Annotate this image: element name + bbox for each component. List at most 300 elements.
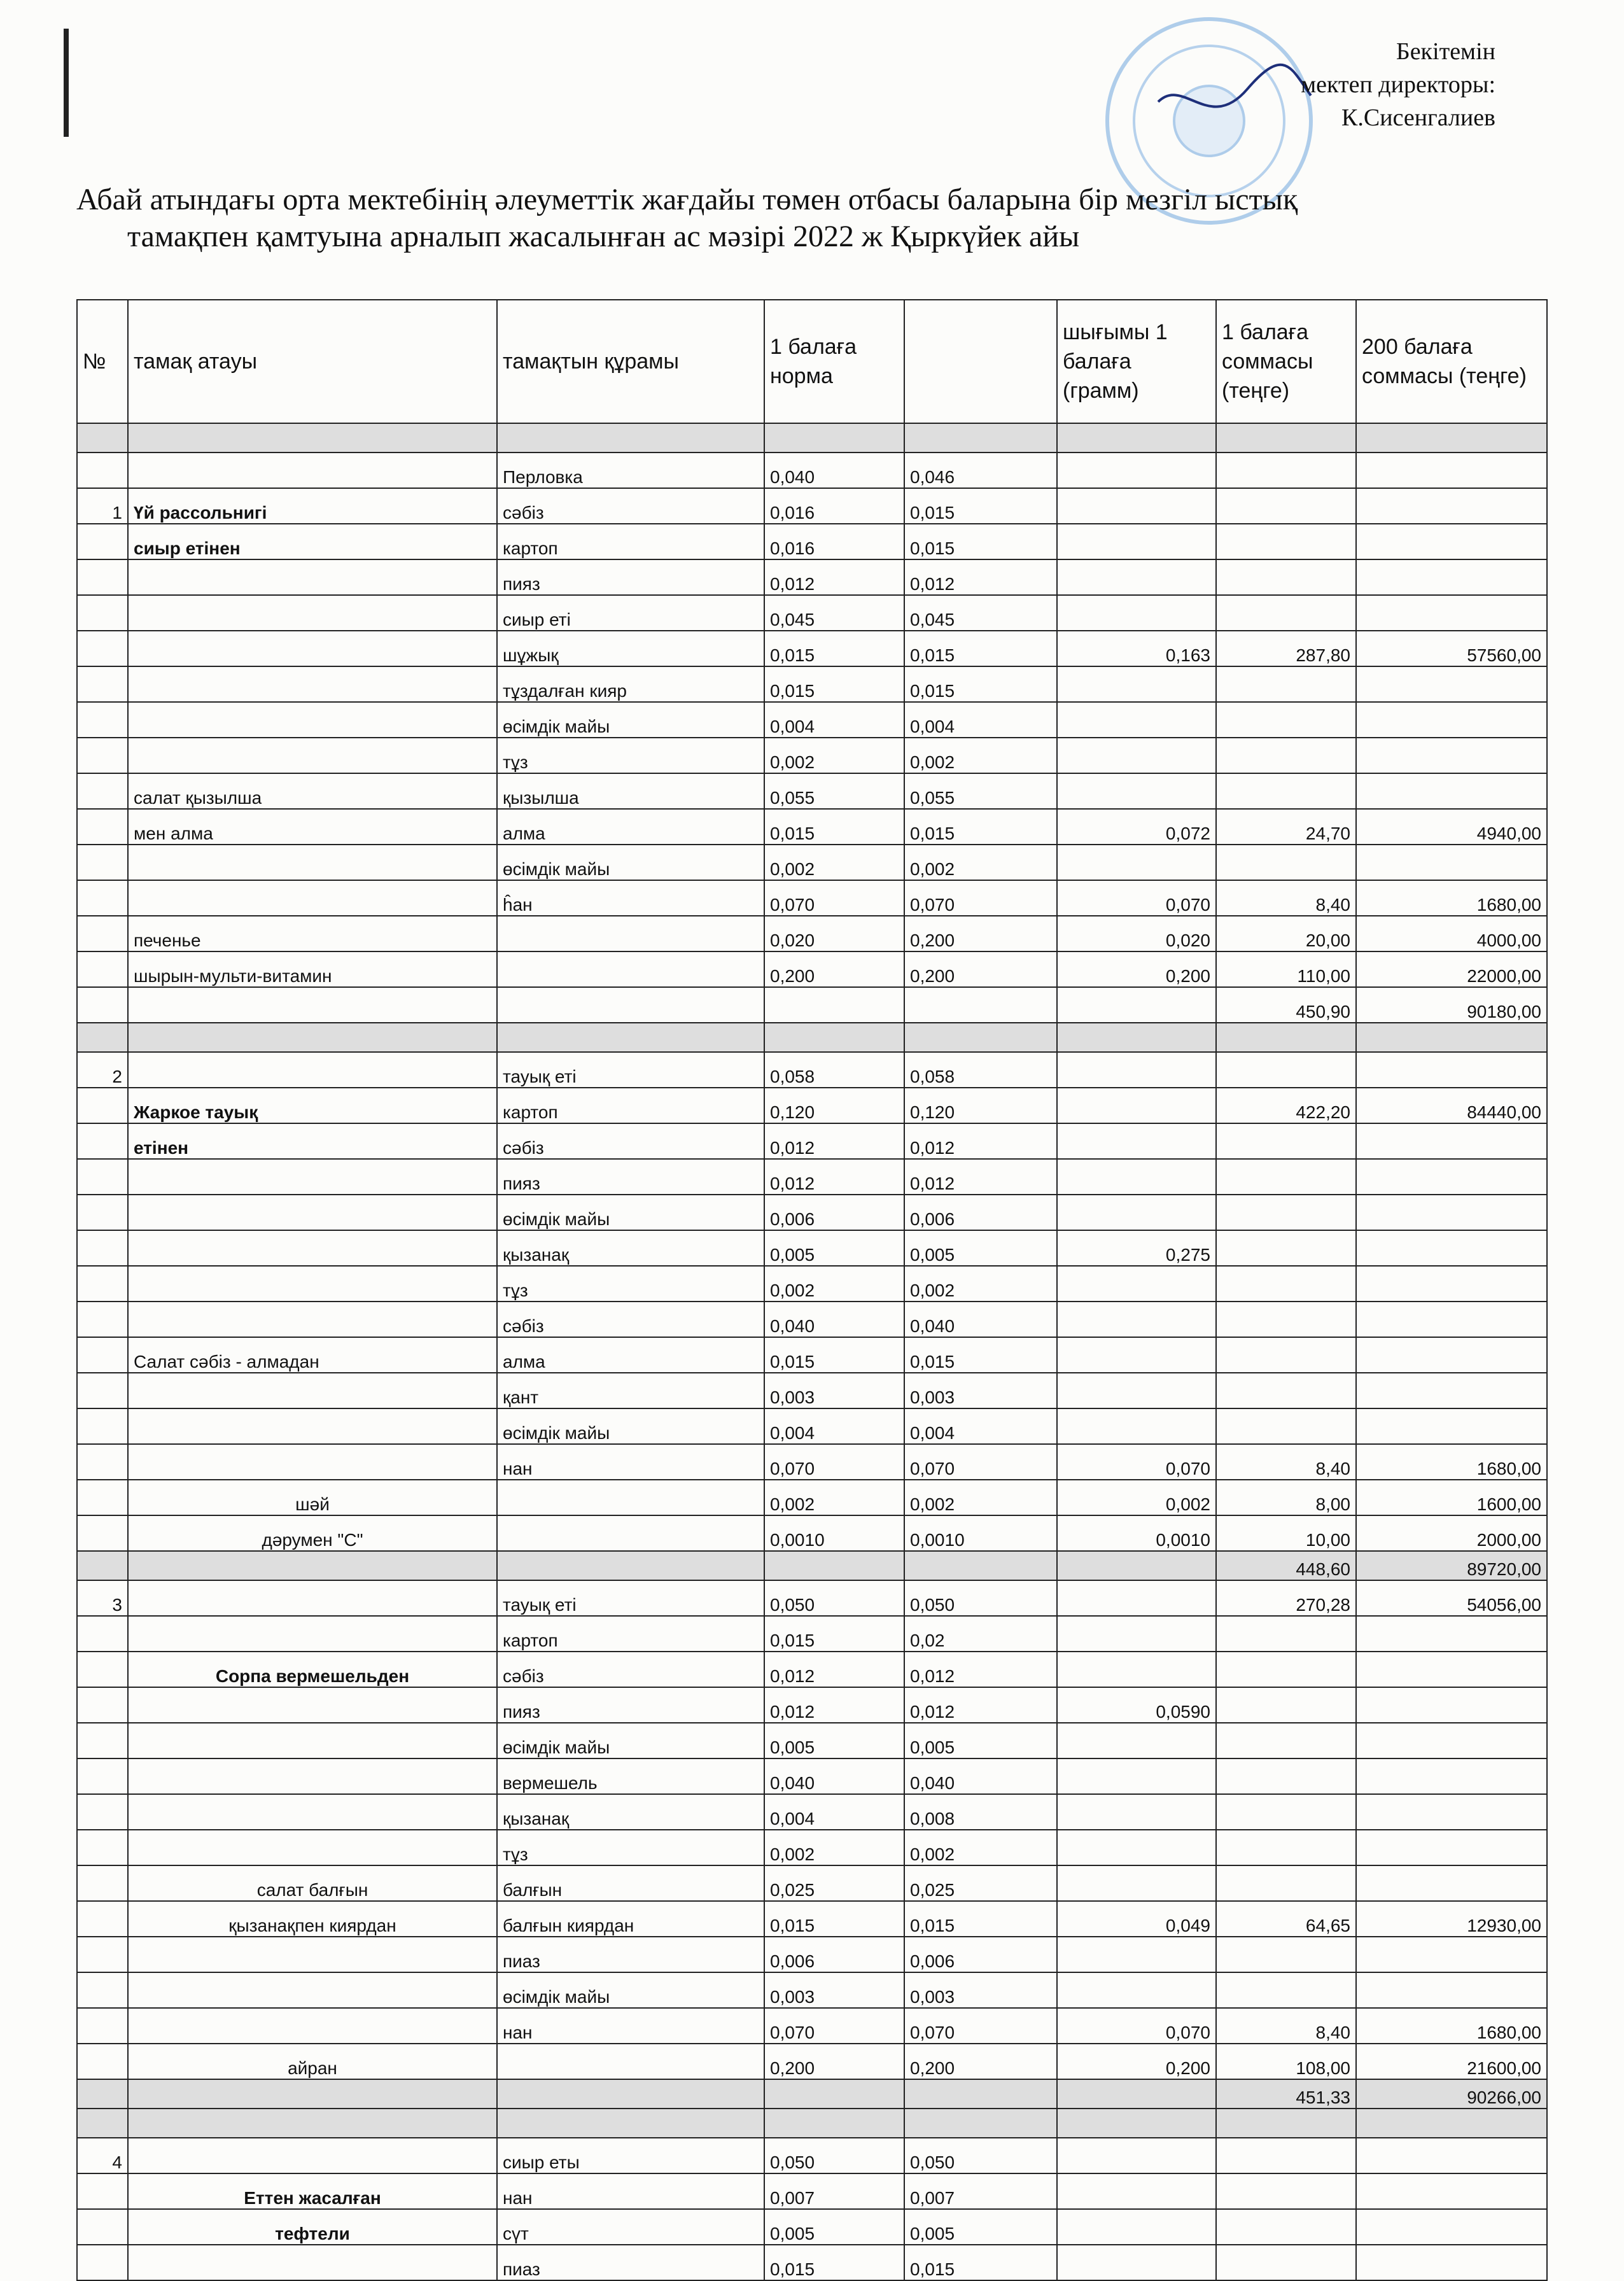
- table-cell: 0,015: [764, 2245, 904, 2280]
- table-cell: 0,015: [904, 524, 1057, 559]
- table-cell: 0,002: [904, 1266, 1057, 1302]
- table-cell: [1356, 702, 1547, 738]
- table-cell: Перловка: [497, 453, 764, 488]
- table-cell: пиаз: [497, 2245, 764, 2280]
- table-cell: [77, 2245, 128, 2280]
- table-row: [77, 1515, 1547, 1551]
- table-cell: [764, 1551, 904, 1580]
- table-header-row: [77, 300, 1547, 423]
- table-cell: [128, 1230, 497, 1266]
- table-cell: [1356, 1159, 1547, 1195]
- table-cell: [77, 1865, 128, 1901]
- table-cell: [1057, 666, 1216, 702]
- table-cell: 0,040: [764, 1758, 904, 1794]
- table-cell: [128, 631, 497, 666]
- table-cell: айран: [128, 2044, 497, 2079]
- table-cell: [77, 1937, 128, 1972]
- table-cell: [1216, 1687, 1356, 1723]
- table-cell: [1356, 1408, 1547, 1444]
- table-cell: сәбіз: [497, 488, 764, 524]
- table-row: [77, 916, 1547, 951]
- table-cell: 4940,00: [1356, 809, 1547, 845]
- table-row: [77, 1616, 1547, 1652]
- table-cell: сиыр еты: [497, 2138, 764, 2173]
- col-header: 200 балаға соммасы (теңге): [1356, 300, 1547, 423]
- table-cell: қызанақпен киярдан: [128, 1901, 497, 1937]
- table-cell: [77, 1972, 128, 2008]
- table-cell: [1356, 1972, 1547, 2008]
- table-cell: [904, 987, 1057, 1023]
- table-row: [77, 880, 1547, 916]
- table-cell: 0,016: [764, 524, 904, 559]
- table-cell: вермешель: [497, 1758, 764, 1794]
- table-cell: 1680,00: [1356, 2008, 1547, 2044]
- table-cell: [1356, 2138, 1547, 2173]
- table-cell: [1216, 1023, 1356, 1052]
- table-cell: тауық еті: [497, 1052, 764, 1088]
- table-cell: [1356, 423, 1547, 453]
- table-cell: 0,002: [1057, 1480, 1216, 1515]
- table-cell: [128, 2008, 497, 2044]
- table-cell: 0,005: [764, 1230, 904, 1266]
- table-cell: 0,070: [904, 1444, 1057, 1480]
- table-row: [77, 1195, 1547, 1230]
- table-cell: [1356, 1023, 1547, 1052]
- table-cell: [1216, 666, 1356, 702]
- table-row: [77, 423, 1547, 453]
- table-row: [77, 773, 1547, 809]
- table-cell: [1356, 524, 1547, 559]
- table-cell: 0,005: [904, 1230, 1057, 1266]
- table-cell: [77, 2109, 128, 2138]
- table-row: [77, 1444, 1547, 1480]
- table-cell: [128, 423, 497, 453]
- table-cell: [1057, 1551, 1216, 1580]
- table-cell: 22000,00: [1356, 951, 1547, 987]
- table-cell: [77, 1652, 128, 1687]
- col-header: №: [77, 300, 128, 423]
- table-cell: [128, 2245, 497, 2280]
- table-cell: 0,050: [904, 1580, 1057, 1616]
- table-cell: [128, 1758, 497, 1794]
- col-header: [904, 300, 1057, 423]
- table-cell: 0,120: [764, 1088, 904, 1123]
- table-cell: 0,050: [904, 2138, 1057, 2173]
- table-cell: алма: [497, 1337, 764, 1373]
- table-cell: 0,004: [904, 702, 1057, 738]
- table-cell: [1057, 2138, 1216, 2173]
- table-cell: 0,200: [1057, 951, 1216, 987]
- table-cell: [77, 2209, 128, 2245]
- table-row: [77, 1480, 1547, 1515]
- table-cell: 287,80: [1216, 631, 1356, 666]
- table-cell: [1057, 1794, 1216, 1830]
- table-cell: [77, 951, 128, 987]
- table-cell: 0,015: [904, 666, 1057, 702]
- table-cell: 0,015: [764, 1337, 904, 1373]
- table-cell: алма: [497, 809, 764, 845]
- table-cell: [77, 524, 128, 559]
- table-cell: [1356, 1123, 1547, 1159]
- table-cell: [904, 2109, 1057, 2138]
- table-cell: [1356, 666, 1547, 702]
- table-cell: [497, 916, 764, 951]
- table-cell: 0,045: [764, 595, 904, 631]
- table-cell: [497, 1023, 764, 1052]
- table-cell: [1356, 773, 1547, 809]
- table-cell: 0,007: [764, 2173, 904, 2209]
- table-cell: 0,040: [764, 453, 904, 488]
- table-cell: печенье: [128, 916, 497, 951]
- table-cell: 0,012: [904, 1652, 1057, 1687]
- table-cell: [128, 453, 497, 488]
- table-row: [77, 2245, 1547, 2280]
- title-line-2: тамақпен қамтуына арналып жасалынған ас мәзірі 2022 ж Қыркүйек айы: [127, 220, 1080, 253]
- table-cell: 0,012: [904, 559, 1057, 595]
- table-row: [77, 1052, 1547, 1088]
- table-cell: 24,70: [1216, 809, 1356, 845]
- table-cell: [77, 1337, 128, 1373]
- table-cell: [128, 595, 497, 631]
- table-cell: 0,006: [904, 1937, 1057, 1972]
- table-cell: 0,004: [764, 702, 904, 738]
- table-row: [77, 2138, 1547, 2173]
- table-cell: сиыр етінен: [128, 524, 497, 559]
- table-cell: өсімдік майы: [497, 1723, 764, 1758]
- table-cell: [764, 1023, 904, 1052]
- table-cell: 84440,00: [1356, 1088, 1547, 1123]
- table-cell: [904, 2079, 1057, 2109]
- table-cell: [1216, 1408, 1356, 1444]
- table-cell: [1057, 1408, 1216, 1444]
- table-row: [77, 524, 1547, 559]
- table-cell: Еттен жасалған: [128, 2173, 497, 2209]
- scan-edge-mark: [64, 29, 69, 137]
- table-cell: [1216, 1302, 1356, 1337]
- table-row: [77, 809, 1547, 845]
- table-cell: сәбіз: [497, 1302, 764, 1337]
- table-cell: 0,005: [904, 2209, 1057, 2245]
- table-cell: [1057, 2109, 1216, 2138]
- table-cell: 0,200: [764, 951, 904, 987]
- table-cell: [1216, 1373, 1356, 1408]
- table-cell: [1216, 1937, 1356, 1972]
- table-cell: [1216, 1794, 1356, 1830]
- table-cell: 0,070: [764, 1444, 904, 1480]
- table-cell: [77, 423, 128, 453]
- table-cell: 0,045: [904, 595, 1057, 631]
- table-row: [77, 1652, 1547, 1687]
- table-cell: [77, 1023, 128, 1052]
- table-cell: 0,070: [904, 2008, 1057, 2044]
- table-cell: [1356, 1830, 1547, 1865]
- table-cell: [128, 1937, 497, 1972]
- table-cell: [77, 1830, 128, 1865]
- table-row: [77, 2109, 1547, 2138]
- table-cell: өсімдік майы: [497, 1972, 764, 2008]
- table-row: [77, 1373, 1547, 1408]
- table-row: [77, 1758, 1547, 1794]
- table-cell: 0,200: [904, 2044, 1057, 2079]
- table-cell: [1057, 1616, 1216, 1652]
- table-cell: 0,006: [904, 1195, 1057, 1230]
- table-cell: [1057, 2173, 1216, 2209]
- table-cell: [1057, 1195, 1216, 1230]
- table-cell: 0,002: [904, 1830, 1057, 1865]
- table-cell: тұз: [497, 738, 764, 773]
- table-cell: 0,015: [764, 1901, 904, 1937]
- table-row: [77, 1937, 1547, 1972]
- table-cell: 54056,00: [1356, 1580, 1547, 1616]
- table-cell: нан: [497, 2173, 764, 2209]
- document-title: [76, 181, 1508, 255]
- table-cell: ĥан: [497, 880, 764, 916]
- table-row: [77, 1408, 1547, 1444]
- table-cell: 89720,00: [1356, 1551, 1547, 1580]
- table-cell: [1057, 1088, 1216, 1123]
- table-cell: 451,33: [1216, 2079, 1356, 2109]
- table-cell: [77, 1480, 128, 1515]
- table-cell: 108,00: [1216, 2044, 1356, 2079]
- table-cell: [1356, 1865, 1547, 1901]
- table-cell: мен алма: [128, 809, 497, 845]
- table-cell: [77, 1088, 128, 1123]
- table-cell: 0,020: [1057, 916, 1216, 951]
- table-cell: [77, 1373, 128, 1408]
- table-row: [77, 702, 1547, 738]
- table-cell: 0,058: [904, 1052, 1057, 1088]
- table-cell: қант: [497, 1373, 764, 1408]
- table-cell: [77, 809, 128, 845]
- table-cell: [1356, 2109, 1547, 2138]
- table-cell: өсімдік майы: [497, 1408, 764, 1444]
- table-cell: [128, 1830, 497, 1865]
- table-cell: [77, 738, 128, 773]
- table-cell: 0,004: [904, 1408, 1057, 1444]
- table-cell: 450,90: [1216, 987, 1356, 1023]
- table-cell: [1216, 2109, 1356, 2138]
- table-row: [77, 951, 1547, 987]
- table-cell: [77, 987, 128, 1023]
- table-cell: 57560,00: [1356, 631, 1547, 666]
- table-cell: Сорпа вермешельден: [128, 1652, 497, 1687]
- table-cell: 0,006: [764, 1195, 904, 1230]
- table-cell: [1057, 1937, 1216, 1972]
- table-cell: 8,40: [1216, 2008, 1356, 2044]
- table-cell: 8,40: [1216, 880, 1356, 916]
- table-cell: [128, 2109, 497, 2138]
- table-cell: [77, 2173, 128, 2209]
- table-cell: [1057, 1337, 1216, 1373]
- table-cell: [128, 1023, 497, 1052]
- table-row: [77, 1901, 1547, 1937]
- table-cell: [1356, 1616, 1547, 1652]
- table-cell: [904, 423, 1057, 453]
- table-cell: [77, 845, 128, 880]
- table-cell: 0,050: [764, 1580, 904, 1616]
- table-cell: 4000,00: [1356, 916, 1547, 951]
- table-cell: пияз: [497, 1687, 764, 1723]
- table-cell: [1216, 1972, 1356, 2008]
- table-cell: [77, 1195, 128, 1230]
- table-cell: 2000,00: [1356, 1515, 1547, 1551]
- table-cell: 0,072: [1057, 809, 1216, 845]
- table-cell: 1: [77, 488, 128, 524]
- table-cell: [1057, 1865, 1216, 1901]
- table-cell: 0,005: [764, 1723, 904, 1758]
- table-cell: шырын-мульти-витамин: [128, 951, 497, 987]
- table-cell: [497, 2079, 764, 2109]
- table-cell: сиыр еті: [497, 595, 764, 631]
- table-cell: 0,012: [764, 1159, 904, 1195]
- table-cell: 0,005: [764, 2209, 904, 2245]
- table-row: [77, 2209, 1547, 2245]
- table-cell: [77, 702, 128, 738]
- table-cell: 0,02: [904, 1616, 1057, 1652]
- table-row: [77, 595, 1547, 631]
- table-cell: тауық еті: [497, 1580, 764, 1616]
- table-cell: 0,0590: [1057, 1687, 1216, 1723]
- table-cell: [1057, 1580, 1216, 1616]
- table-cell: [1057, 559, 1216, 595]
- table-cell: [128, 666, 497, 702]
- table-cell: 0,040: [904, 1758, 1057, 1794]
- table-row: [77, 2173, 1547, 2209]
- table-cell: [1057, 524, 1216, 559]
- table-cell: Салат сәбіз - алмадан: [128, 1337, 497, 1373]
- table-cell: [128, 987, 497, 1023]
- table-cell: [497, 1515, 764, 1551]
- table-cell: [1356, 1230, 1547, 1266]
- table-row: [77, 1159, 1547, 1195]
- table-row: [77, 1023, 1547, 1052]
- table-cell: 0,015: [764, 809, 904, 845]
- table-cell: балғын: [497, 1865, 764, 1901]
- table-cell: [128, 1373, 497, 1408]
- table-cell: картоп: [497, 1088, 764, 1123]
- table-cell: [77, 1794, 128, 1830]
- table-row: [77, 2079, 1547, 2109]
- table-row: [77, 1337, 1547, 1373]
- table-cell: [1057, 1123, 1216, 1159]
- approval-line-1: Бекітемін: [1396, 38, 1495, 65]
- table-row: [77, 631, 1547, 666]
- table-cell: 0,002: [764, 845, 904, 880]
- table-cell: 0,049: [1057, 1901, 1216, 1937]
- table-cell: 0,055: [904, 773, 1057, 809]
- table-cell: 0,070: [764, 2008, 904, 2044]
- table-cell: [77, 631, 128, 666]
- table-cell: 0,200: [904, 916, 1057, 951]
- table-cell: 0,012: [904, 1159, 1057, 1195]
- table-cell: 3: [77, 1580, 128, 1616]
- table-cell: [1356, 1337, 1547, 1373]
- table-cell: 0,006: [764, 1937, 904, 1972]
- table-cell: [1057, 1266, 1216, 1302]
- table-row: [77, 2008, 1547, 2044]
- table-cell: [77, 2044, 128, 2079]
- table-row: [77, 1580, 1547, 1616]
- table-cell: сүт: [497, 2209, 764, 2245]
- table-cell: [1057, 1052, 1216, 1088]
- table-cell: дәрумен "С": [128, 1515, 497, 1551]
- approval-block: [1266, 35, 1495, 134]
- table-cell: [1057, 738, 1216, 773]
- table-cell: [1356, 1052, 1547, 1088]
- table-cell: [1216, 1758, 1356, 1794]
- table-cell: [1356, 1794, 1547, 1830]
- table-cell: [1356, 1687, 1547, 1723]
- table-cell: [1057, 773, 1216, 809]
- table-cell: [1356, 1373, 1547, 1408]
- table-cell: [77, 1408, 128, 1444]
- table-cell: [1356, 453, 1547, 488]
- table-cell: [77, 1723, 128, 1758]
- table-cell: [497, 2044, 764, 2079]
- table-cell: [1216, 1266, 1356, 1302]
- table-cell: 0,015: [904, 631, 1057, 666]
- table-cell: 0,025: [904, 1865, 1057, 1901]
- table-cell: [904, 1551, 1057, 1580]
- table-cell: [1216, 1652, 1356, 1687]
- table-cell: [1356, 1652, 1547, 1687]
- table-cell: [77, 916, 128, 951]
- table-row: [77, 1865, 1547, 1901]
- table-cell: [904, 1023, 1057, 1052]
- table-cell: 0,003: [904, 1373, 1057, 1408]
- table-cell: 0,070: [1057, 880, 1216, 916]
- table-cell: [128, 702, 497, 738]
- table-cell: 0,200: [904, 951, 1057, 987]
- table-cell: [1356, 2173, 1547, 2209]
- table-cell: 20,00: [1216, 916, 1356, 951]
- table-cell: 0,200: [1057, 2044, 1216, 2079]
- table-cell: тұз: [497, 1830, 764, 1865]
- table-cell: 0,015: [764, 631, 904, 666]
- table-cell: [1057, 1830, 1216, 1865]
- table-cell: 0,002: [904, 1480, 1057, 1515]
- table-cell: [1057, 987, 1216, 1023]
- table-cell: [764, 2109, 904, 2138]
- table-cell: 90266,00: [1356, 2079, 1547, 2109]
- table-cell: [128, 1972, 497, 2008]
- table-cell: қызанақ: [497, 1230, 764, 1266]
- table-cell: [764, 987, 904, 1023]
- table-row: [77, 1123, 1547, 1159]
- table-cell: [128, 738, 497, 773]
- table-cell: 0,0010: [764, 1515, 904, 1551]
- table-cell: [1216, 1195, 1356, 1230]
- table-row: [77, 845, 1547, 880]
- table-cell: картоп: [497, 1616, 764, 1652]
- table-row: [77, 488, 1547, 524]
- table-cell: 0,003: [764, 1972, 904, 2008]
- table-cell: [128, 2138, 497, 2173]
- table-cell: 0,0010: [904, 1515, 1057, 1551]
- table-cell: 110,00: [1216, 951, 1356, 987]
- table-cell: [77, 1687, 128, 1723]
- table-cell: [1356, 1302, 1547, 1337]
- col-header: 1 балаға норма: [764, 300, 904, 423]
- table-row: [77, 666, 1547, 702]
- table-cell: 422,20: [1216, 1088, 1356, 1123]
- table-cell: сәбіз: [497, 1123, 764, 1159]
- table-cell: 0,002: [764, 1830, 904, 1865]
- table-cell: [1216, 559, 1356, 595]
- table-cell: [77, 666, 128, 702]
- table-cell: [128, 1408, 497, 1444]
- table-cell: 0,058: [764, 1052, 904, 1088]
